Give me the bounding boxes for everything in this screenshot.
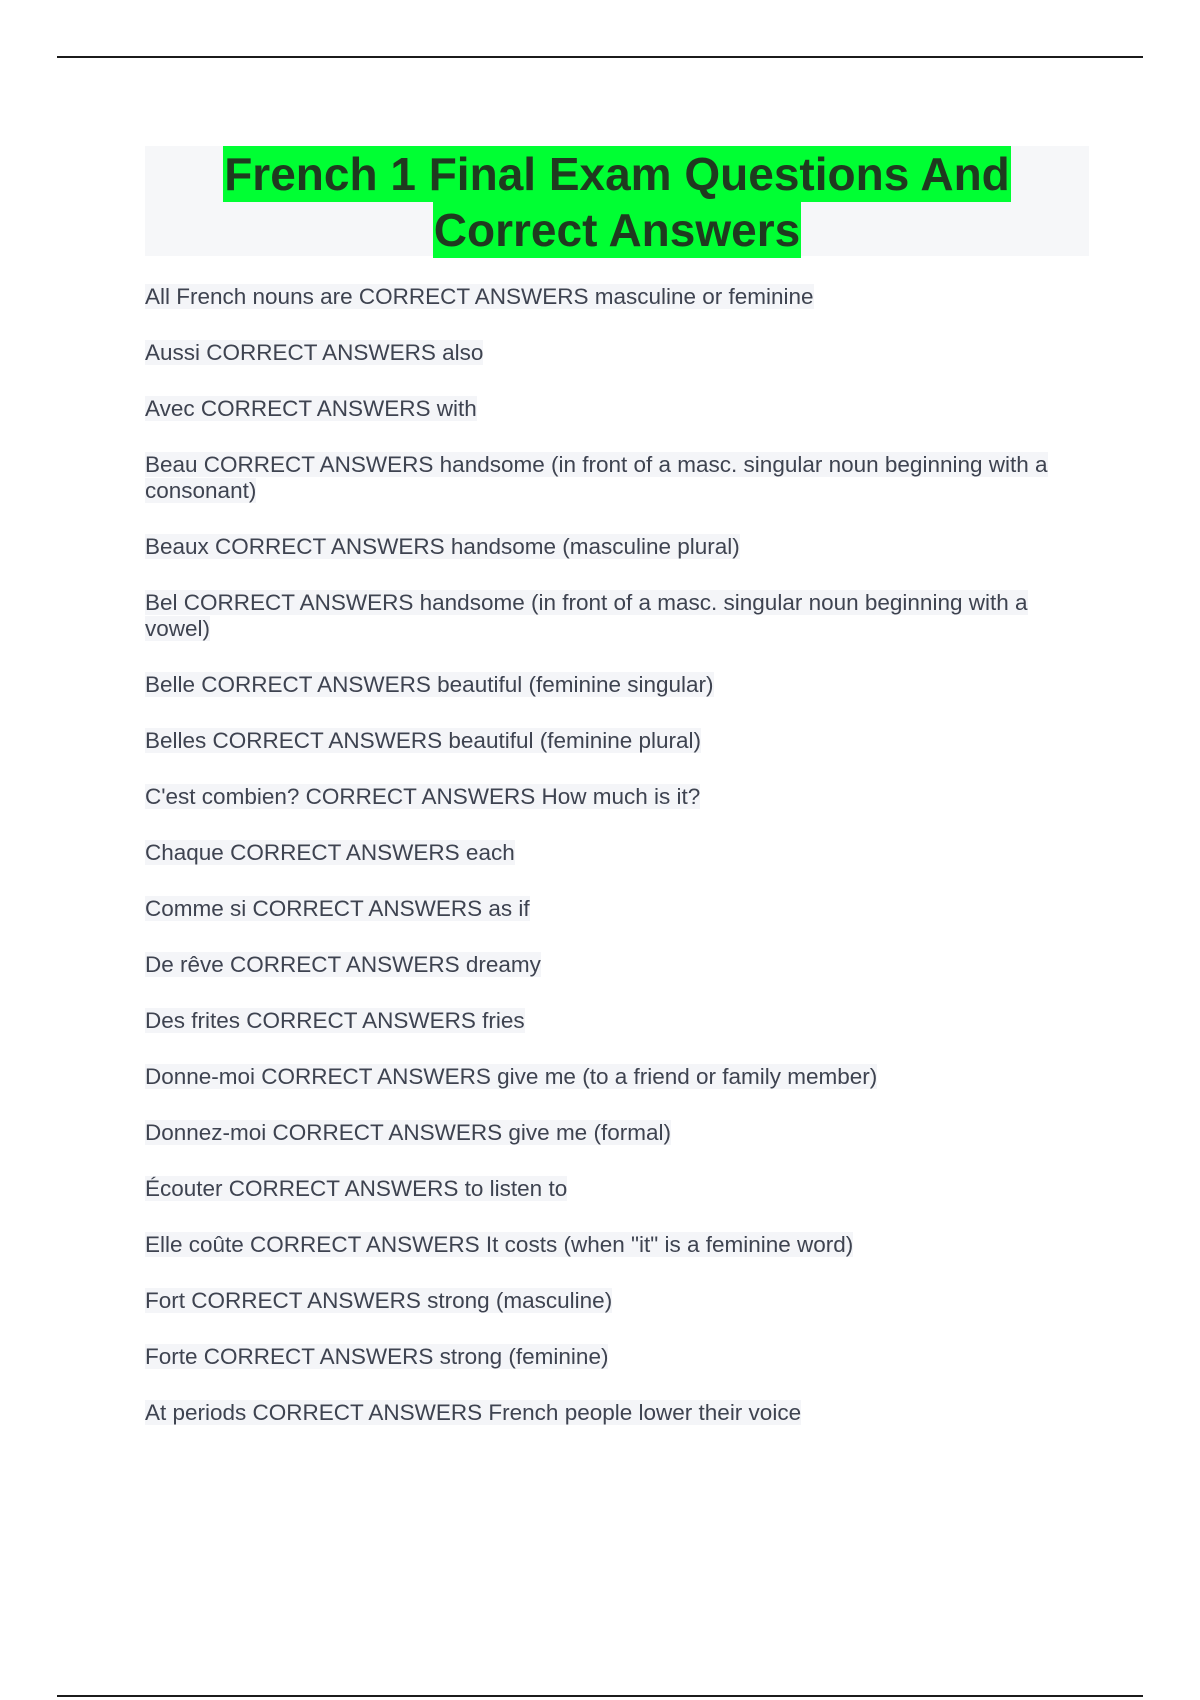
title-line-2-wrap xyxy=(145,202,1089,258)
qa-text: Fort CORRECT ANSWERS strong (masculine) xyxy=(145,1288,613,1313)
list-item xyxy=(145,952,1085,978)
list-item xyxy=(145,1008,1085,1034)
qa-text: Belles CORRECT ANSWERS beautiful (feminine plural) xyxy=(145,728,702,753)
qa-text: Avec CORRECT ANSWERS with xyxy=(145,396,477,421)
list-item xyxy=(145,1344,1085,1370)
title-line-1-wrap xyxy=(145,146,1089,202)
list-item xyxy=(145,840,1085,866)
qa-text: Comme si CORRECT ANSWERS as if xyxy=(145,896,530,921)
list-item xyxy=(145,396,1085,422)
qa-text: Belle CORRECT ANSWERS beautiful (feminine singular) xyxy=(145,672,714,697)
qa-text: Bel CORRECT ANSWERS handsome (in front of a masc. singular noun beginning with a vowel) xyxy=(145,590,1028,641)
list-item xyxy=(145,1232,1085,1258)
page-title-line-2: Correct Answers xyxy=(433,204,801,256)
qa-text: Écouter CORRECT ANSWERS to listen to xyxy=(145,1176,568,1201)
qa-text: Beaux CORRECT ANSWERS handsome (masculine plural) xyxy=(145,534,740,559)
qa-text: Forte CORRECT ANSWERS strong (feminine) xyxy=(145,1344,609,1369)
qa-text: Beau CORRECT ANSWERS handsome (in front of a masc. singular noun beginning with a consonant) xyxy=(145,452,1048,503)
qa-text: Des frites CORRECT ANSWERS fries xyxy=(145,1008,525,1033)
list-item xyxy=(145,1176,1085,1202)
list-item xyxy=(145,284,1085,310)
list-item xyxy=(145,1288,1085,1314)
list-item xyxy=(145,1120,1085,1146)
qa-text: At periods CORRECT ANSWERS French people lower their voice xyxy=(145,1400,802,1425)
list-item xyxy=(145,590,1085,642)
list-item xyxy=(145,1064,1085,1090)
list-item xyxy=(145,896,1085,922)
list-item xyxy=(145,784,1085,810)
qa-text: Chaque CORRECT ANSWERS each xyxy=(145,840,515,865)
list-item xyxy=(145,672,1085,698)
qa-text: De rêve CORRECT ANSWERS dreamy xyxy=(145,952,541,977)
list-item xyxy=(145,340,1085,366)
qa-text: All French nouns are CORRECT ANSWERS masculine or feminine xyxy=(145,284,814,309)
qa-list xyxy=(145,284,1085,1456)
qa-text: Donne-moi CORRECT ANSWERS give me (to a friend or family member) xyxy=(145,1064,878,1089)
list-item xyxy=(145,452,1085,504)
title-block xyxy=(145,146,1089,256)
qa-text: Elle coûte CORRECT ANSWERS It costs (when "it" is a feminine word) xyxy=(145,1232,854,1257)
page-title-line-1: French 1 Final Exam Questions And xyxy=(224,148,1010,200)
qa-text: Donnez-moi CORRECT ANSWERS give me (formal) xyxy=(145,1120,671,1145)
top-rule xyxy=(57,56,1143,58)
qa-text: C'est combien? CORRECT ANSWERS How much is it? xyxy=(145,784,701,809)
qa-text: Aussi CORRECT ANSWERS also xyxy=(145,340,484,365)
bottom-rule xyxy=(57,1695,1143,1697)
list-item xyxy=(145,1400,1085,1426)
list-item xyxy=(145,728,1085,754)
list-item xyxy=(145,534,1085,560)
